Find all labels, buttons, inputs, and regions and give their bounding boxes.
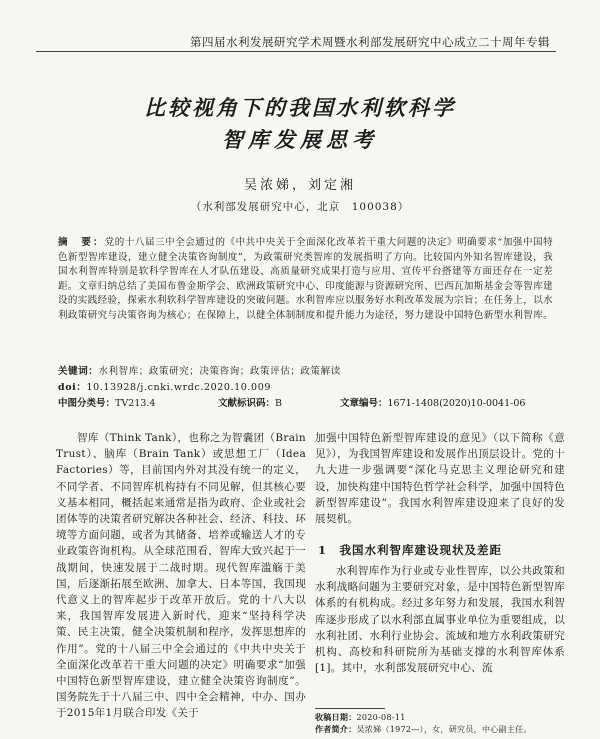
keywords	[58, 363, 553, 377]
section-heading: 1 我国水利智库建设现状及差距	[318, 543, 502, 557]
doi	[58, 379, 271, 393]
cls-code	[58, 395, 155, 409]
cls-label: 中图分类号：	[58, 398, 116, 409]
author-info-value: 吴浓娣（1972—），女，研究员，中心副主任。	[356, 725, 532, 734]
article-number	[340, 395, 525, 409]
body-right-column-section	[315, 563, 565, 676]
abstract-text: 党的十八届三中全会通过的《中共中央关于全面深化改革若干重大问题的决定》明确要求“加强中国特色新型智库建设，建立健全决策咨询制度”，为政策研究类智库的发展指明了方向。比较国内外知名智库建设，我国水利智库特别是软科学智库在人才队伍建设、高质量研究成果打造与应用、宣传平台搭建等方面还存在一定差距。文章归纳总结了美国布鲁金斯学会、欧洲政策研究中心、印度能源与资源研究所、巴西瓦加斯基金会等智库建设的实践经验，探索水利软科学智库建设的突破问题。水利智库应以服务好水利改革发展为宗旨；在任务上，以水利政策研究与决策咨询为核心；在保障上，以健全体制制度和提升能力为途径，努力建设中国特色新型水利智库。	[58, 237, 554, 321]
footnote-author	[315, 724, 532, 735]
body-paragraph-section: 水利智库作为行业或专业性智库，以公共政策和水利战略问题为主要研究对象，是中国特色新型智库体系的有机构成。经过多年努力和发展，我国水利智库逐步形成了以水利部直属事业单位为重要组成，以水利社团、水利行业协会、流域和地方水利政策研究机构、高校和科研院所为基础支撑的水利智库体系[1]。其中，水利部发展研究中心、流	[315, 565, 565, 675]
header-rule	[36, 51, 556, 52]
author-info-label: 作者简介：	[315, 724, 357, 734]
received-label: 收稿日期：	[315, 712, 357, 722]
footnote-rule	[315, 708, 385, 709]
article-number-value: 1671-1408(2020)10-0041-06	[387, 398, 526, 409]
footnote-received	[315, 712, 406, 723]
authors: 吴浓娣，刘定湘	[243, 178, 356, 193]
keywords-label: 关键词：	[58, 366, 99, 377]
running-header: 第四届水利发展研究学术周暨水利部发展研究中心成立二十周年专辑	[190, 35, 550, 49]
received-value: 2020-08-11	[356, 713, 406, 722]
article-number-label: 文章编号：	[340, 398, 388, 409]
article-title-line-2: 智库发展思考	[222, 128, 378, 152]
doc-code	[218, 395, 282, 409]
body-right-column	[315, 430, 565, 527]
article-title-line-1: 比较视角下的我国水利软科学	[144, 96, 456, 120]
abstract	[58, 236, 553, 324]
abstract-label: 摘 要：	[58, 237, 105, 248]
body-paragraph-continued: 加强中国特色新型智库建设的意见》（以下简称《意见》），为我国智库建设和发展作出顶层设计。党的十九大进一步强调要“深化马克思主义理论研究和建设，加快构建中国特色哲学社会科学，加强中国特色新型智库建设”。我国水利智库建设迎来了良好的发展契机。	[315, 432, 565, 526]
doi-value: 10.13928/j.cnki.wrdc.2020.10.009	[86, 382, 271, 393]
doc-label: 文献标识码：	[218, 398, 276, 409]
affiliation: （水利部发展研究中心，北京 100038）	[190, 201, 410, 213]
doi-label: doi：	[58, 382, 87, 393]
body-paragraph: 智库（Think Tank），也称之为智囊团（Brain Trust）、脑库（Brain Tank）或思想工厂（Idea Factories）等，目前国内外对其没有统一的定义，不同学者、不同智库机构持有不同见解，但其核心要义基本相同，概括起来通常是指为政府、企业或社会团体等的决策者研究解决各种社会、经济、科技、环境等方面问题，或者为其储备、培养或输送人才的专业政策咨询机构。从全球范围看，智库大致兴起于一战期间，快速发展于二战时期。现代智库滥觞于美国，后逐渐拓展至欧洲、加拿大、日本等国，我国现代意义上的智库起步于改革开放后。党的十八大以来，我国智库发展进入新时代，迎来“坚持科学决策、民主决策，健全决策机制和程序，发挥思想库的作用”。党的十八届三中全会通过的《中共中央关于全面深化改革若干重大问题的决定》明确要求“加强中国特色新型智库建设，建立健全决策咨询制度”。国务院先于十八届三中、四中全会精神，中办、国办于2015年1月联合印发《关于	[56, 432, 306, 720]
keywords-text: 水利智库；政策研究；决策咨询；政策评估；政策解读	[98, 366, 341, 377]
doc-value: B	[275, 398, 282, 409]
cls-value: TV213.4	[115, 398, 156, 409]
body-left-column	[56, 430, 306, 722]
